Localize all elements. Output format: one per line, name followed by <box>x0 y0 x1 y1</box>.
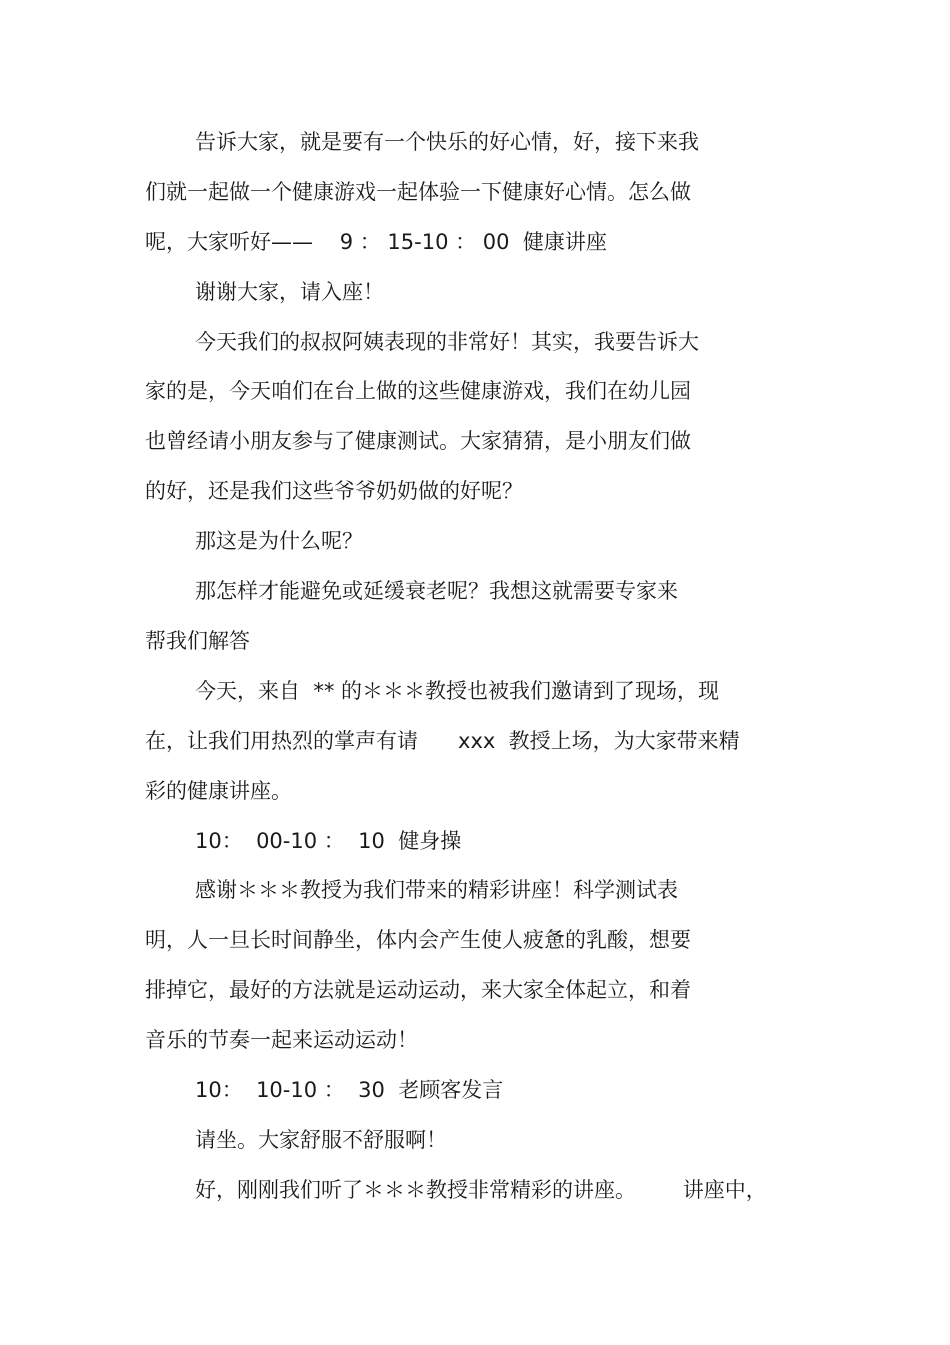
text-line: 那怎样才能避免或延缓衰老呢？我想这就需要专家来 <box>195 579 678 603</box>
text-line: 谢谢大家，请入座！ <box>195 280 384 304</box>
text-line: 音乐的节奏一起来运动运动！ <box>145 1028 418 1052</box>
text-line: 好，刚刚我们听了＊＊＊教授非常精彩的讲座。 讲座中， <box>195 1178 767 1202</box>
text-line: 10： 00-10 ： 10 健身操 <box>195 829 462 853</box>
text-line: 彩的健康讲座。 <box>145 779 292 803</box>
text-line: 帮我们解答 <box>145 629 250 653</box>
text-line: 们就一起做一个健康游戏一起体验一下健康好心情。怎么做 <box>145 180 691 204</box>
text-line: 告诉大家，就是要有一个快乐的好心情，好，接下来我 <box>195 130 699 154</box>
text-line: 感谢＊＊＊教授为我们带来的精彩讲座！科学测试表 <box>195 878 678 902</box>
text-line: 呢，大家听好—— 9 ： 15-10 ： 00 健康讲座 <box>145 230 607 254</box>
text-line: 家的是，今天咱们在台上做的这些健康游戏，我们在幼儿园 <box>145 379 691 403</box>
text-line: 10： 10-10 ： 30 老顾客发言 <box>195 1078 504 1102</box>
text-line: 排掉它，最好的方法就是运动运动，来大家全体起立，和着 <box>145 978 691 1002</box>
text-line: 今天，来自 ** 的＊＊＊教授也被我们邀请到了现场，现 <box>195 679 720 703</box>
text-line: 也曾经请小朋友参与了健康测试。大家猜猜，是小朋友们做 <box>145 429 691 453</box>
text-line: 在，让我们用热烈的掌声有请 xxx 教授上场，为大家带来精 <box>145 729 740 753</box>
text-line: 明，人一旦长时间静坐，体内会产生使人疲惫的乳酸，想要 <box>145 928 691 952</box>
text-line: 请坐。大家舒服不舒服啊！ <box>195 1128 447 1152</box>
text-line: 的好，还是我们这些爷爷奶奶做的好呢？ <box>145 479 523 503</box>
text-line: 那这是为什么呢？ <box>195 529 363 553</box>
text-line: 今天我们的叔叔阿姨表现的非常好！其实，我要告诉大 <box>195 330 699 354</box>
